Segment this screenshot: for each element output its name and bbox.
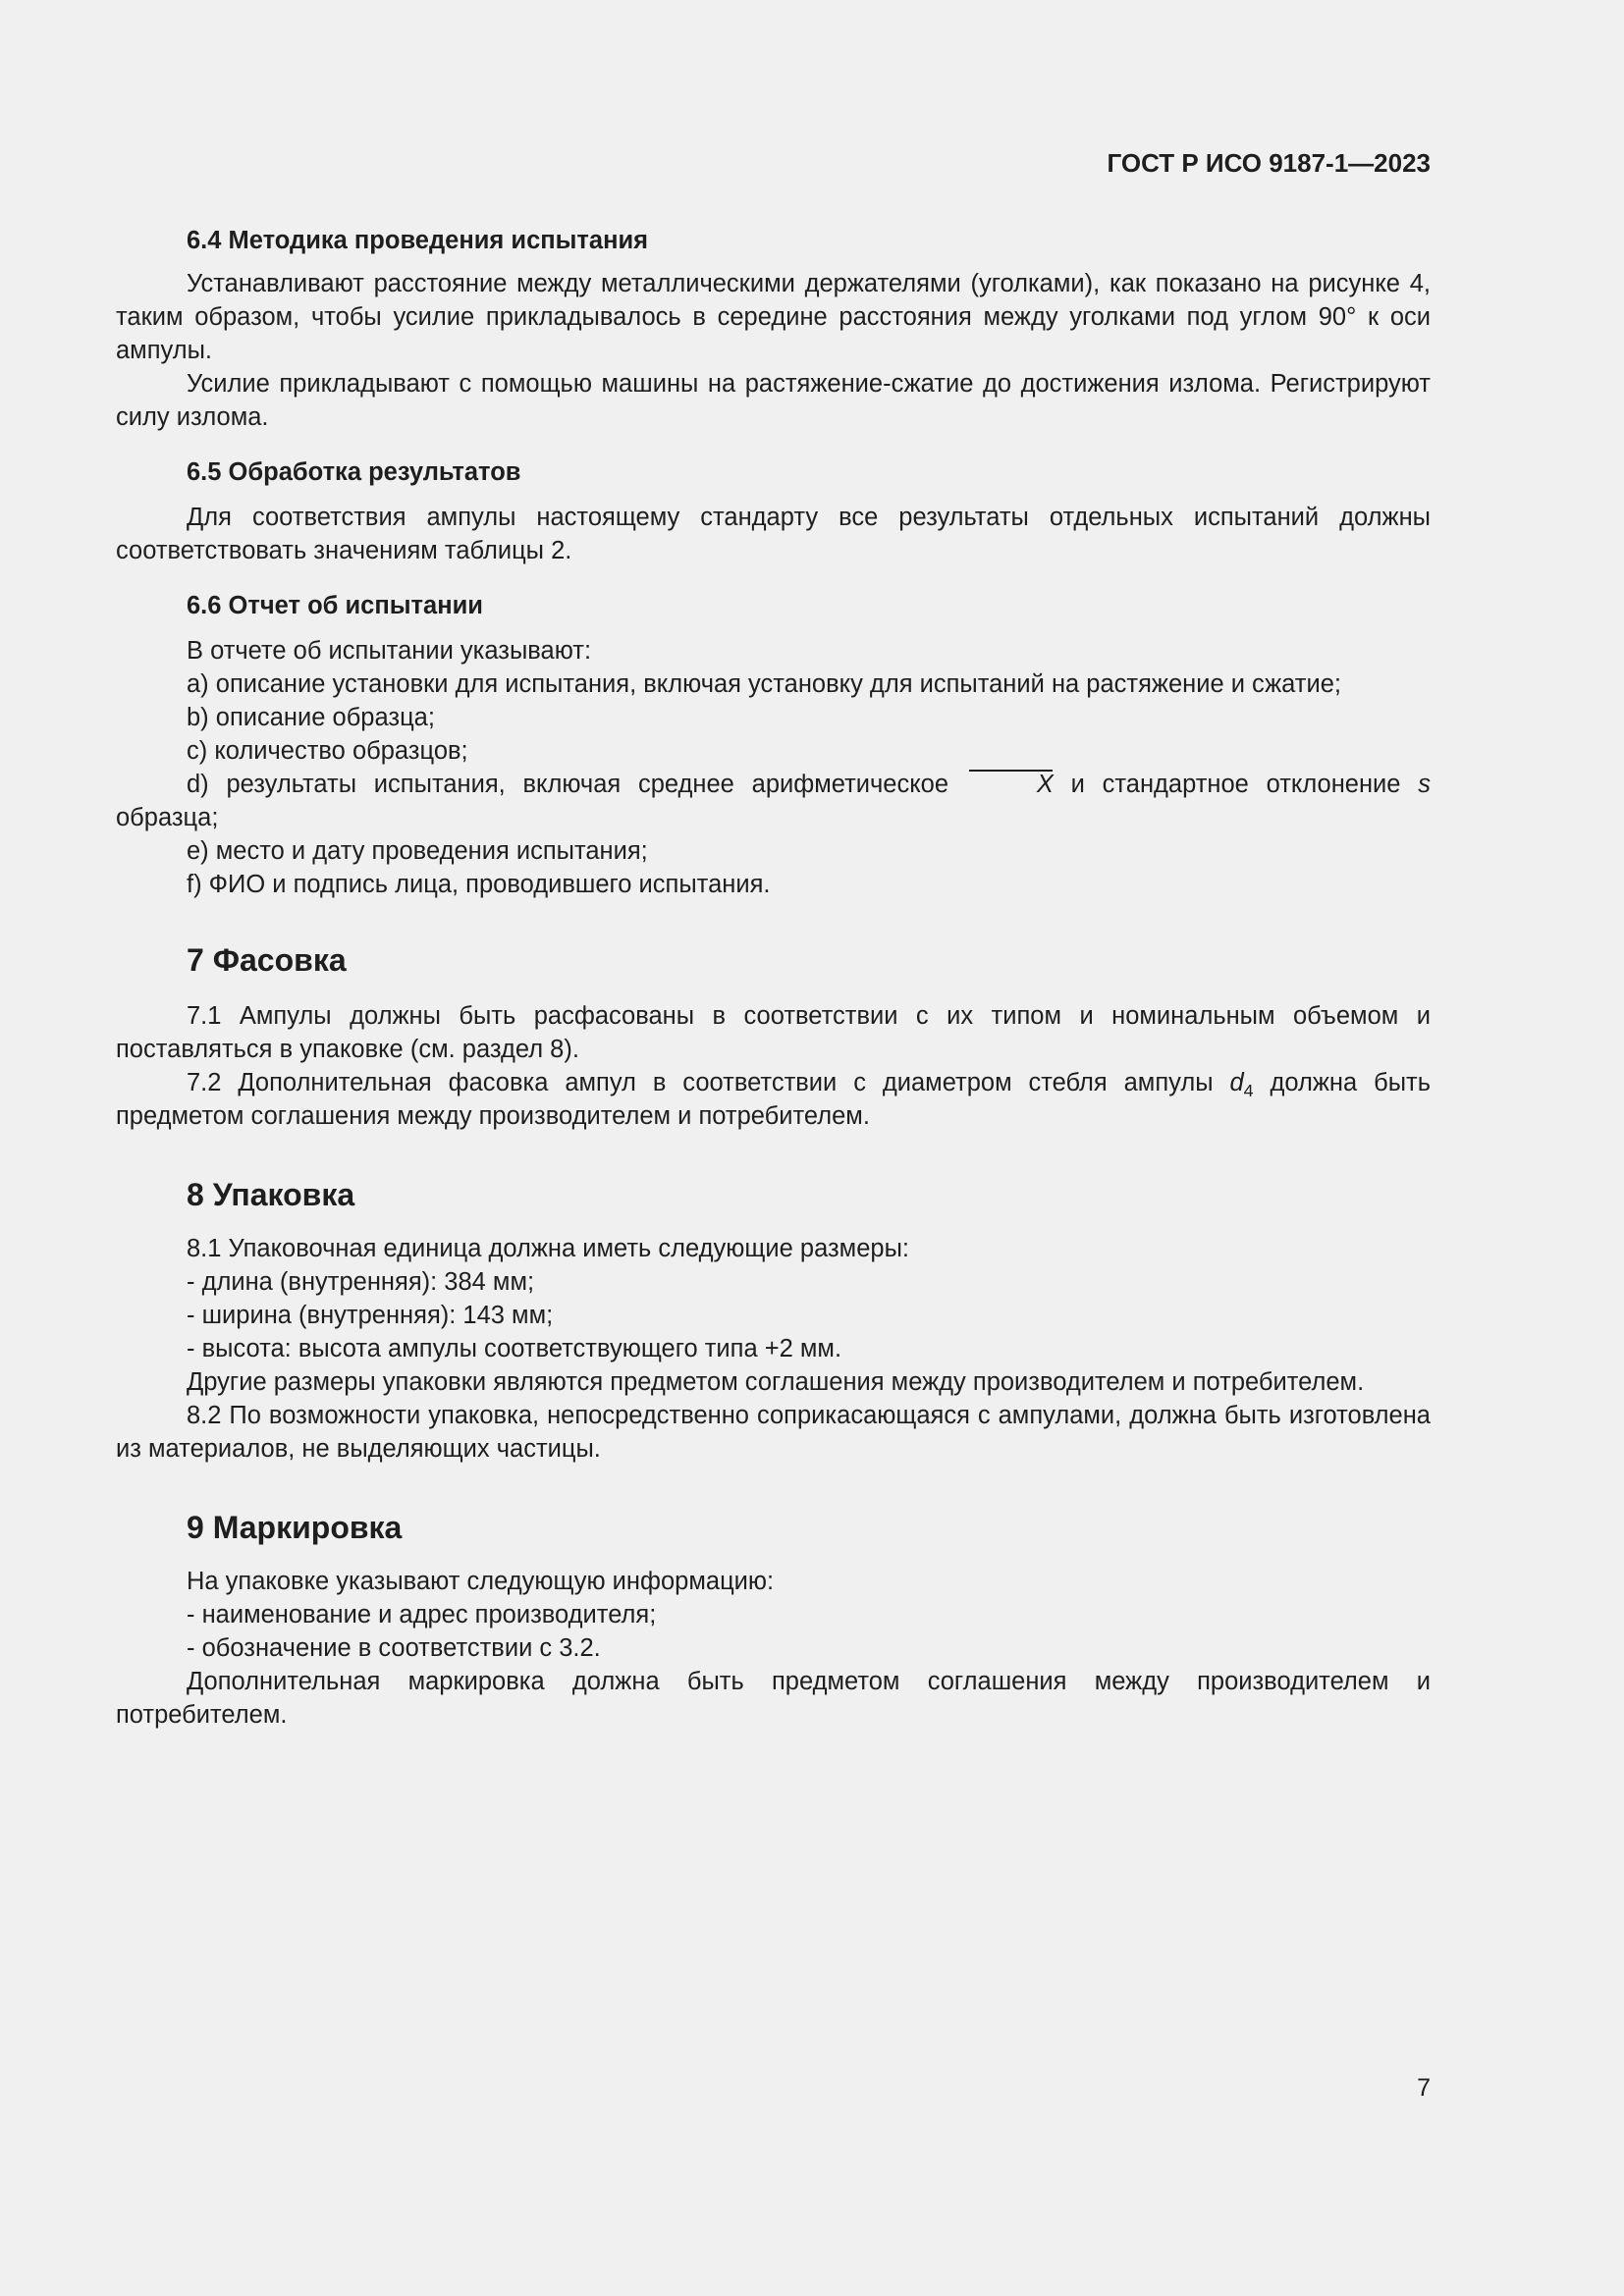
section-8-2: 8.2 По возможности упаковка, непосредственно соприкасающаяся с ампулами, должна быть изготовлена из материалов, не выделяющих частицы.	[116, 1402, 1431, 1463]
section-9-additional: Дополнительная маркировка должна быть предметом соглашения между производителем и потребителем.	[116, 1668, 1431, 1729]
section-6-6-title: 6.6 Отчет об испытании	[187, 592, 483, 619]
section-6-6-intro: В отчете об испытании указывают:	[187, 637, 592, 665]
section-7-title: 7 Фасовка	[187, 942, 347, 978]
section-6-4-paragraph-2: Усилие прикладывают с помощью машины на растяжение-сжатие до достижения излома. Регистрируют силу излома.	[116, 370, 1431, 431]
diameter-subscript: 4	[1243, 1081, 1254, 1101]
page-number: 7	[1417, 2074, 1431, 2102]
section-9-title: 9 Маркировка	[187, 1510, 403, 1545]
list-item-f: f) ФИО и подпись лица, проводившего испытания.	[187, 871, 771, 898]
list-item-e: e) место и дату проведения испытания;	[187, 837, 648, 865]
section-8-title: 8 Упаковка	[187, 1177, 355, 1212]
dimension-width: - ширина (внутренняя): 143 мм;	[187, 1302, 554, 1329]
section-6-4-title: 6.4 Методика проведения испытания	[187, 227, 649, 254]
dimension-length: - длина (внутренняя): 384 мм;	[187, 1268, 535, 1296]
list-item-d-text-1: d) результаты испытания, включая среднее арифметическое	[187, 771, 966, 798]
list-item-d-text-3: образца;	[116, 804, 219, 831]
section-9-intro: На упаковке указывают следующую информацию:	[187, 1568, 775, 1595]
list-item-c: c) количество образцов;	[187, 737, 468, 765]
section-6-5-title: 6.5 Обработка результатов	[187, 458, 521, 486]
list-item-a: a) описание установки для испытания, включая установку для испытаний на растяжение и сжатие;	[187, 670, 1341, 698]
section-6-5-paragraph-1: Для соответствия ампулы настоящему стандарту все результаты отдельных испытаний должны соответствовать значениям таблицы 2.	[116, 504, 1431, 564]
section-6-4-paragraph-1: Устанавливают расстояние между металлическими держателями (уголками), как показано на рисунке 4, таким образом, чтобы усилие прикладывалось в середине расстояния между уголками под углом 90° к оси ампулы.	[116, 270, 1431, 364]
section-7-2-text-1: 7.2 Дополнительная фасовка ампул в соответствии с диаметром стебля ампулы	[187, 1069, 1230, 1096]
document-page	[116, 0, 1431, 2296]
marking-item-1: - наименование и адрес производителя;	[187, 1601, 657, 1629]
std-deviation-symbol: s	[1418, 771, 1431, 798]
mean-symbol: X	[966, 768, 1054, 801]
diameter-symbol: d	[1229, 1069, 1244, 1096]
document-body	[116, 224, 1431, 1732]
document-code: ГОСТ Р ИСО 9187-1—2023	[1107, 148, 1431, 178]
list-item-d-text-2: и стандартное отклонение	[1053, 771, 1419, 798]
section-7-1: 7.1 Ампулы должны быть расфасованы в соответствии с их типом и номинальным объемом и поставляться в упаковке (см. раздел 8).	[116, 1002, 1431, 1063]
list-item-b: b) описание образца;	[187, 704, 435, 731]
section-8-other-dimensions: Другие размеры упаковки являются предметом соглашения между производителем и потребителем.	[187, 1368, 1365, 1396]
marking-item-2: - обозначение в соответствии с 3.2.	[187, 1634, 601, 1662]
section-7-2-text-2: должна быть предметом соглашения между производителем и потребителем.	[116, 1069, 1431, 1130]
section-8-1: 8.1 Упаковочная единица должна иметь следующие размеры:	[187, 1235, 909, 1262]
list-item-d	[116, 768, 1431, 834]
dimension-height: - высота: высота ампулы соответствующего типа +2 мм.	[187, 1335, 842, 1362]
section-7-2	[116, 1066, 1431, 1133]
